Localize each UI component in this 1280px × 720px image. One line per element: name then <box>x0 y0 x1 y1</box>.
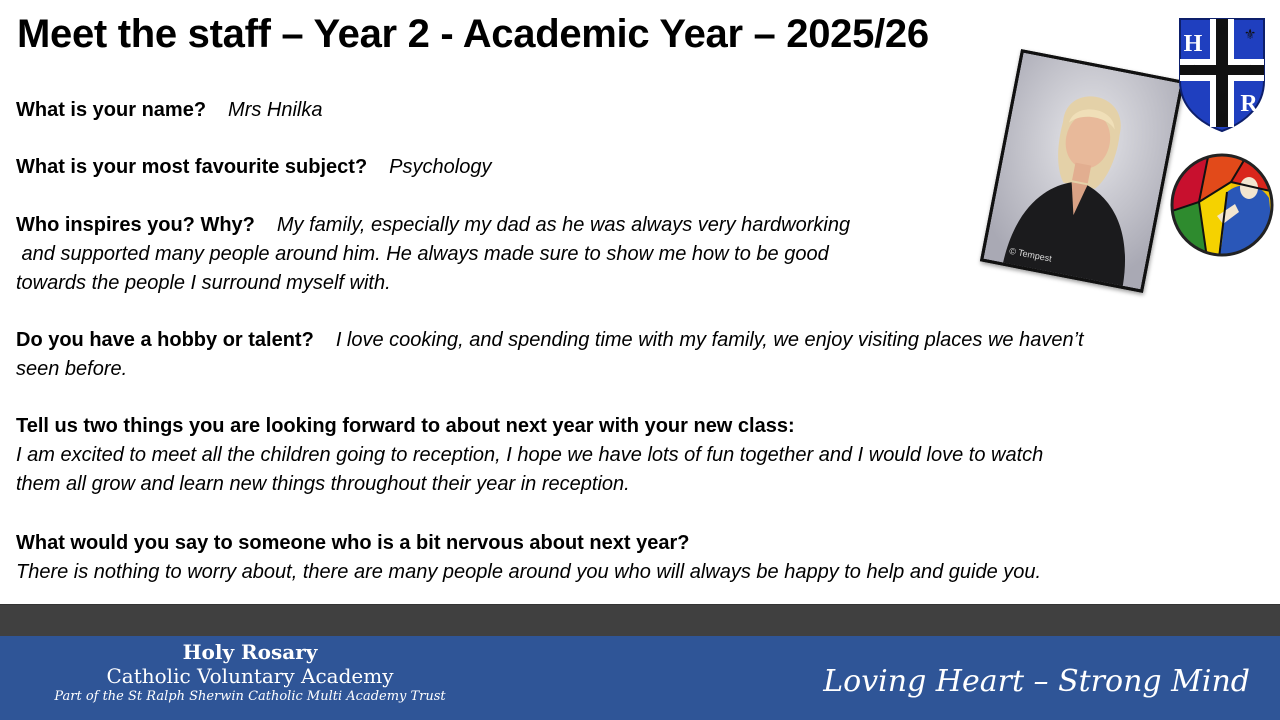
question-looking-forward: Tell us two things you are looking forward to about next year with your new class: <box>16 415 795 437</box>
svg-text:⚜: ⚜ <box>1243 63 1257 79</box>
qa-looking-forward <box>16 412 1043 499</box>
answer-looking-forward-line-1: I am excited to meet all the children going to reception, I hope we have lots of fun together and I would love to watch <box>16 444 1044 466</box>
question-hobby: Do you have a hobby or talent? <box>16 329 314 351</box>
question-name: What is your name? <box>16 99 207 121</box>
school-name-line-2: Catholic Voluntary Academy <box>106 664 394 688</box>
answer-name: Mrs Hnilka <box>228 99 323 121</box>
answer-hobby-line-1: I love cooking, and spending time with my family, we enjoy visiting places we haven’t <box>335 329 1084 351</box>
school-name-block <box>30 640 470 706</box>
school-motto: Loving Heart – Strong Mind <box>823 664 1250 699</box>
crest-letter-r: R <box>1240 91 1258 117</box>
photo-watermark: © Tempest <box>1008 245 1053 264</box>
crest-letter-h: H <box>1183 31 1203 57</box>
praying-saint-icon <box>1169 152 1275 258</box>
question-subject: What is your most favourite subject? <box>16 156 368 178</box>
school-name-line-1: Holy Rosary <box>182 640 318 664</box>
qa-inspiration <box>16 211 850 298</box>
answer-hobby-line-2: seen before. <box>16 358 128 380</box>
answer-inspiration-line-1: My family, especially my dad as he was always very hardworking <box>276 214 851 236</box>
qa-nervous <box>16 529 1041 587</box>
svg-text:⚜: ⚜ <box>1215 89 1229 105</box>
school-crest-icon <box>1176 15 1268 133</box>
answer-nervous: There is nothing to worry about, there are many people around you who will always be happy to help and guide you. <box>16 561 1042 583</box>
answer-subject: Psychology <box>389 156 492 178</box>
svg-text:⚜: ⚜ <box>1215 23 1229 39</box>
staff-photo-frame <box>985 57 1185 285</box>
qa-subject <box>16 153 491 182</box>
qa-name <box>16 96 322 125</box>
question-nervous: What would you say to someone who is a bit nervous about next year? <box>16 532 690 554</box>
answer-inspiration-line-2: and supported many people around him. He always made sure to show me how to be good <box>16 243 829 265</box>
footer-grey-band <box>0 604 1280 637</box>
answer-inspiration-line-3: towards the people I surround myself with. <box>16 272 391 294</box>
trust-name: Part of the St Ralph Sherwin Catholic Multi Academy Trust <box>54 689 446 704</box>
answer-looking-forward-line-2: them all grow and learn new things throughout their year in reception. <box>16 473 630 495</box>
qa-hobby <box>16 326 1084 384</box>
staff-photo <box>980 49 1184 293</box>
page-title: Meet the staff – Year 2 - Academic Year – 2025/26 <box>17 12 929 56</box>
svg-text:⚜: ⚜ <box>1215 109 1229 125</box>
svg-text:⚜: ⚜ <box>1243 27 1257 43</box>
question-inspiration: Who inspires you? Why? <box>16 214 255 236</box>
svg-text:⚜: ⚜ <box>1187 63 1201 79</box>
